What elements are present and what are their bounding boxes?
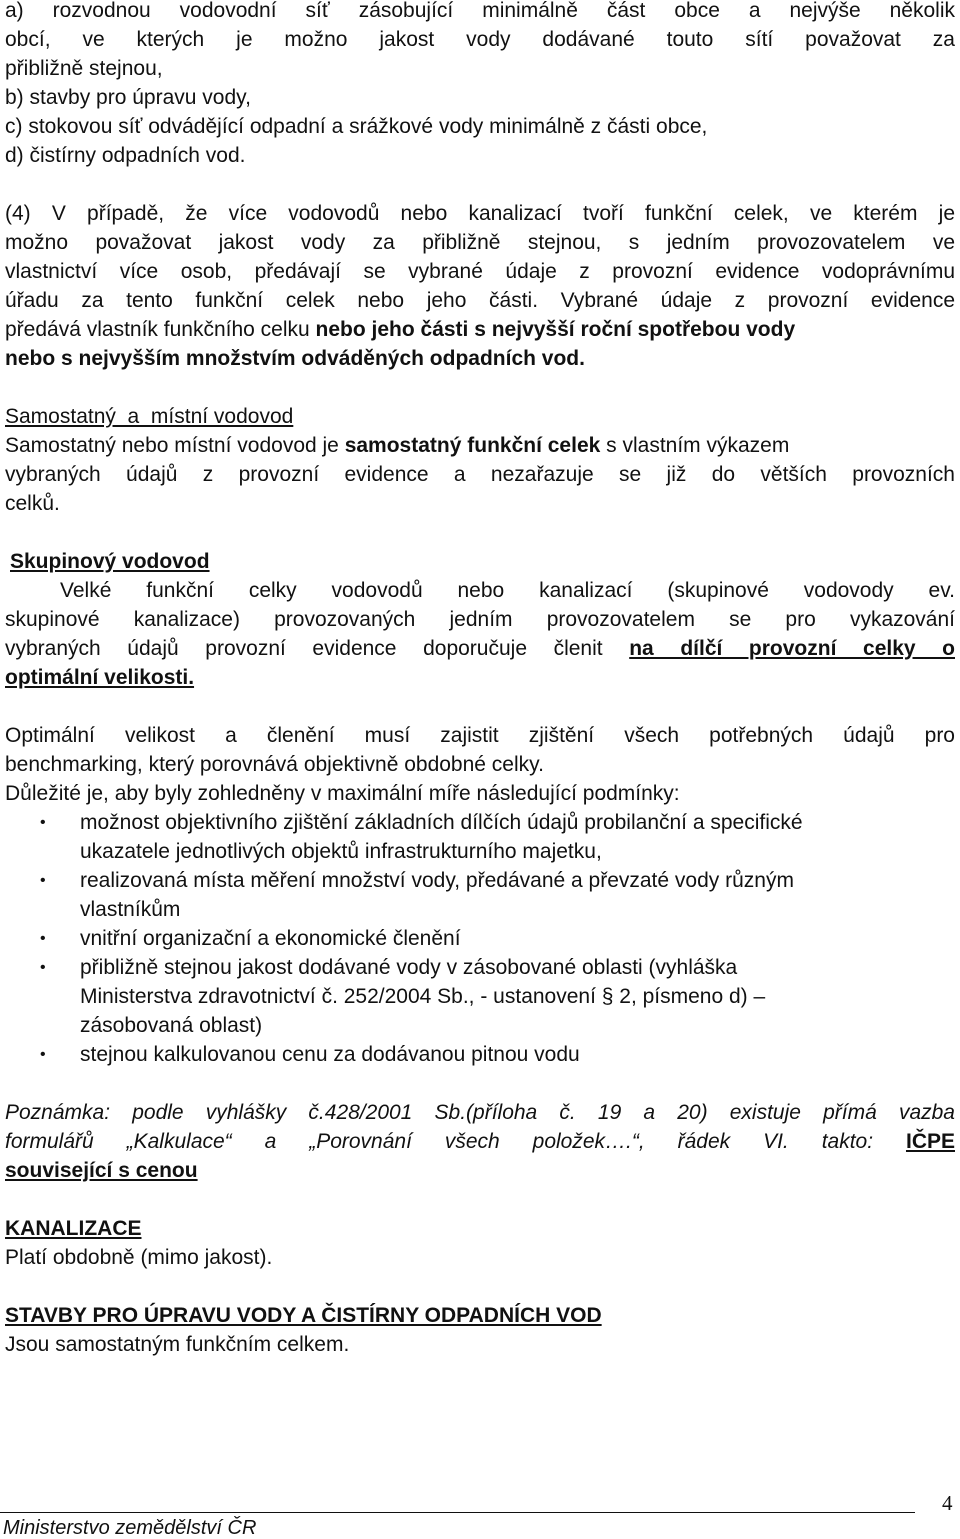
poznamka-line-2-bold: IČPE [905,1130,955,1153]
list-item-a-line-1: a) rozvodnou vodovodní síť zásobující minimálně část obce a nejvýše několik [5,0,955,22]
list-item-c: c) stokovou síť odvádějící odpadní a srážkové vody minimálně z části obce, [5,115,708,138]
samostatny-line-2: vybraných údajů z provozní evidence a nezařazuje se již do větších provozních [5,463,955,486]
poznamka-line-2 [5,1131,955,1152]
bullet-marker-5: • [40,1046,46,1063]
kanalizace-text: Platí obdobně (mimo jakost). [5,1246,273,1269]
footer-divider [0,1512,915,1513]
bullet-marker-2: • [40,872,46,889]
bullet-2-line-2: vlastníkům [80,898,181,921]
para4-line-2: možno považovat jakost vody za přibližně stejnou, s jedním provozovatelem ve [5,231,955,254]
bullet-marker-4: • [40,959,46,976]
samostatny-line-1-bold: samostatný funkční celek [344,434,601,457]
para4-line-5-bold: nebo jeho části s nejvyšší roční spotřebou vody [315,318,796,341]
skupinovy-heading: Skupinový vodovod [10,550,210,573]
skupinovy-line-3-bold: na dílčí provozní celky o [629,637,955,660]
para4-line-3: vlastnictví více osob, předávají se vybrané údaje z provozní evidence vodoprávnímu [5,260,955,283]
page-number: 4 [942,1491,953,1515]
bullet-marker-3: • [40,930,46,947]
para4-line-4: úřadu za tento funkční celek nebo jeho části. Vybrané údaje z provozní evidence [5,289,955,312]
samostatny-line-1-a: Samostatný nebo místní vodovod je [5,434,345,457]
samostatny-line-1-c: s vlastním výkazem [600,434,790,457]
optimalni-line-2: benchmarking, který porovnává objektivně obdobné celky. [5,753,544,776]
para4-line-5-plain: předává vlastník funkčního celku [5,318,316,341]
para4-line-6: nebo s nejvyšším množstvím odváděných odpadních vod. [5,347,585,370]
footer-ministry: Ministerstvo zemědělství ČR [3,1517,257,1539]
bullet-4-line-1: přibližně stejnou jakost dodávané vody v zásobované oblasti (vyhláška [80,956,738,979]
skupinovy-line-3-plain: vybraných údajů provozní evidence doporučuje členit [5,637,630,660]
skupinovy-line-1: Velké funkční celky vodovodů nebo kanalizací (skupinové vodovody ev. [60,579,955,602]
stavby-heading: STAVBY PRO ÚPRAVU VODY A ČISTÍRNY ODPADNÍCH VOD [5,1304,602,1327]
kanalizace-heading: KANALIZACE [5,1217,142,1240]
bullet-1-line-1: možnost objektivního zjištění základních dílčích údajů probilanční a specifické [80,811,803,834]
bullet-2-line-1: realizovaná místa měření množství vody, předávané a převzaté vody různým [80,869,794,892]
poznamka-line-3: související s cenou [5,1159,198,1182]
list-item-a-line-2: obcí, ve kterých je možno jakost vody dodávané touto sítí považovat za [5,28,955,51]
bullet-marker-1: • [40,814,46,831]
optimalni-line-1: Optimální velikost a členění musí zajistit zjištění všech potřebných údajů pro [5,724,955,747]
para4-line-5 [5,319,795,340]
samostatny-line-1 [5,435,789,456]
poznamka-line-2-plain: formulářů „Kalkulace“ a „Porovnání všech položek….“, řádek VI. takto: [5,1130,906,1153]
skupinovy-line-4: optimální velikosti. [5,666,195,689]
bullet-4-line-2: Ministerstva zdravotnictví č. 252/2004 Sb., - ustanovení § 2, písmeno d) – [80,985,766,1008]
bullet-5-line-1: stejnou kalkulovanou cenu za dodávanou pitnou vodu [80,1043,580,1066]
poznamka-line-1: Poznámka: podle vyhlášky č.428/2001 Sb.(příloha č. 19 a 20) existuje přímá vazba [5,1101,955,1124]
list-item-d: d) čistírny odpadních vod. [5,144,246,167]
list-item-b: b) stavby pro úpravu vody, [5,86,251,109]
bullet-1-line-2: ukazatele jednotlivých objektů infrastrukturního majetku, [80,840,602,863]
bullet-4-line-3: zásobovaná oblast) [80,1014,263,1037]
stavby-text: Jsou samostatným funkčním celkem. [5,1333,350,1356]
samostatny-heading: Samostatný a místní vodovod [5,405,294,428]
para4-line-1: (4) V případě, že více vodovodů nebo kanalizací tvoří funkční celek, ve kterém je [5,202,955,225]
optimalni-line-3: Důležité je, aby byly zohledněny v maximální míře následující podmínky: [5,782,680,805]
skupinovy-line-3 [5,638,955,659]
bullet-3-line-1: vnitřní organizační a ekonomické členění [80,927,461,950]
skupinovy-line-2: skupinové kanalizace) provozovaných jedním provozovatelem se pro vykazování [5,608,955,631]
list-item-a-line-3: přibližně stejnou, [5,57,163,80]
samostatny-line-3: celků. [5,492,60,515]
